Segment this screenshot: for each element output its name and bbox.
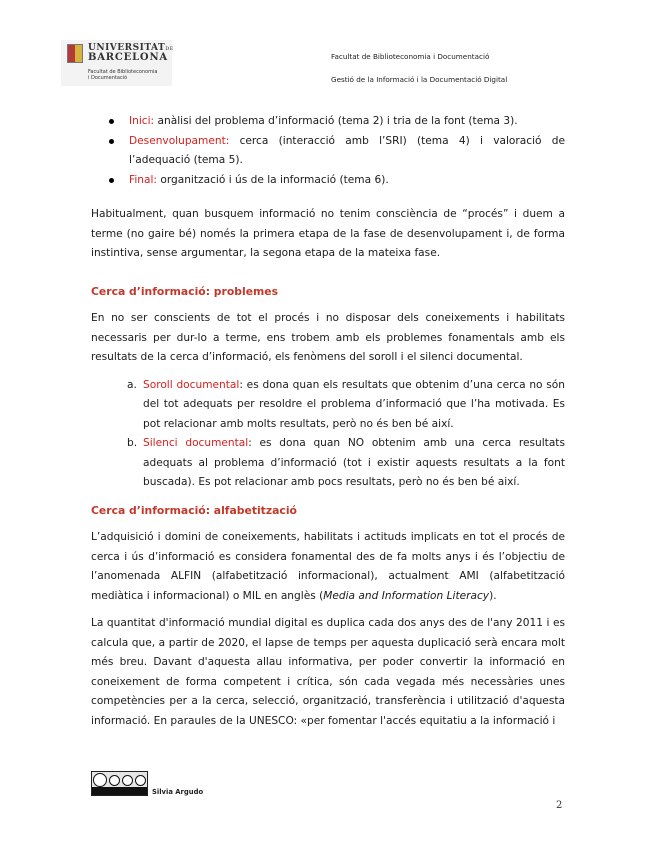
university-crest-icon <box>67 44 83 63</box>
intro-paragraph: Habitualment, quan busquem informació no tenim consciència de “procés” i duem a terme (no gaire bé) només la primera etapa de la fase de desenvolupament i, de forma instintiva, sense argumentar, la segona etapa de la mateixa fase. <box>91 208 565 259</box>
phase-item: Final: organització i ús de la informació (tema 6). <box>129 171 565 191</box>
author-name: Silvia Argudo <box>152 788 204 796</box>
logo-university-name: UNIVERSITATDE <box>88 43 174 53</box>
information-growth-paragraph: La quantitat d'informació mundial digital es duplica cada dos anys des de l'any 2011 i es calcula que, a partir de 2020, el lapse de temps per aquesta duplicació serà encara molt més breu. Davant d'aquesta allau informativa, per poder convertir la informació en coneixement de forma competent i crítica, són cada vegada més necessàries unes competències per a la cerca, selecció, organització, transferència i utilització d'aquesta informació. En paraules de la UNESCO: «per fomentar l'accés equitatiu a la informació i <box>91 617 565 727</box>
phase-term: Inici: <box>129 115 155 127</box>
definition-term: Silenci documental <box>143 437 249 449</box>
problems-list <box>91 376 565 493</box>
university-logo <box>61 40 172 86</box>
phase-term: Final: <box>129 173 157 186</box>
phase-term: Desenvolupament: <box>129 134 230 147</box>
page-number: 2 <box>556 800 563 811</box>
definition-term: Soroll documental <box>143 378 240 391</box>
document-body <box>91 112 565 739</box>
phase-item: Desenvolupament: cerca (interacció amb l’SRI) (tema 4) i valoració de l’adequació (tema 5). <box>129 132 565 171</box>
literacy-paragraph: L’adquisició i domini de coneixements, habilitats i actituds implicats en tot el procés de cerca i ús d’informació es considera fonamental des de fa molts anys i és l’objectiu de l’anomenada ALFIN (alfabetització informacional), actualment AMI (alfabetització mediàtica i informacional) o MIL en anglès (Media and Information Literacy). <box>91 531 565 602</box>
logo-faculty-name: Facultat de Biblioteconomia i Documentació <box>88 69 158 81</box>
logo-city-name: BARCELONA <box>88 52 168 63</box>
phase-item: Inici: anàlisi del problema d’informació (tema 2) i tria de la font (tema 3). <box>129 112 565 132</box>
list-item: a. Soroll documental: es dona quan els resultats que obtenim d’una cerca no són del tot adequats per resoldre el problema d’informació que l’ha motivada. Es pot relacionar amb molts resultats, però no és ben bé així. <box>127 378 565 430</box>
section-heading-problems: Cerca d’informació: problemes <box>91 284 279 298</box>
phases-list <box>91 112 565 190</box>
list-item: b. Silenci documental: es dona quan NO obtenim amb una cerca resultats adequats al problema d’informació (tot i existir aquests resultats a la font buscada). Es pot relacionar amb pocs resultats, però no és ben bé així. <box>127 437 565 488</box>
header-faculty: Facultat de Biblioteconomia i Documentació <box>331 52 490 61</box>
section-heading-literacy: Cerca d’informació: alfabetització <box>91 503 297 517</box>
header-course: Gestió de la Informació i la Documentació Digital <box>331 75 508 84</box>
creative-commons-license-icon <box>91 771 148 796</box>
problems-paragraph: En no ser conscients de tot el procés i no disposar dels coneixements i habilitats necessaris per dur-lo a terme, ens trobem amb els problemes fonamentals amb els resultats de la cerca d’informació, els fenòmens del soroll i el silenci documental. <box>91 312 565 363</box>
